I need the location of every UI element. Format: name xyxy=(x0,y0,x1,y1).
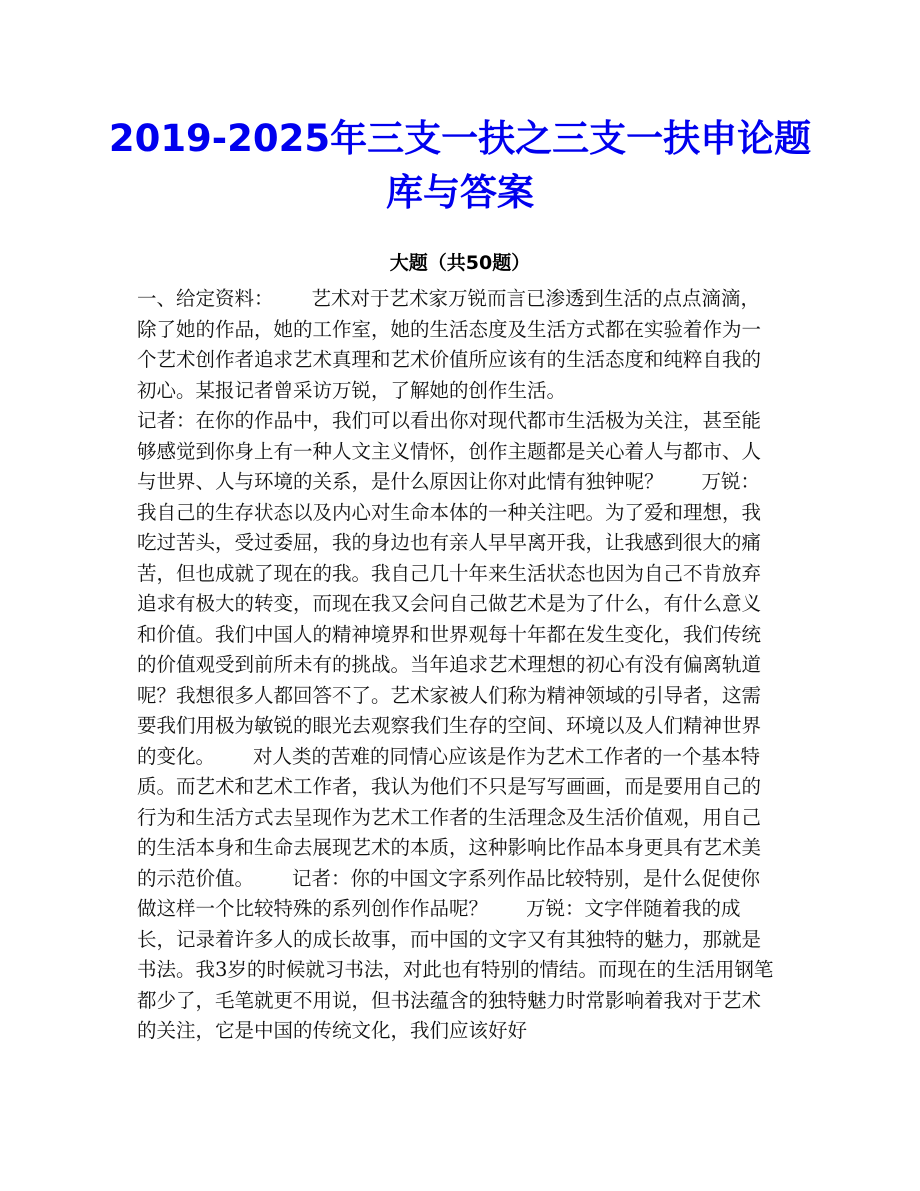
paragraph-materials xyxy=(137,284,777,406)
text-segment: 一、给定资料： xyxy=(137,287,274,310)
text-segment: 记者：在你的作品中，我们可以看出你对现代都市生活极为关注，甚至能够感觉到你身上有一种人文主义情怀，创作主题都是关心着人与都市、人与世界、人与环境的关系，是什么原因让你对此情有独钟呢？ xyxy=(137,409,762,493)
text-segment: 万锐：我自己的生存状态以及内心对生命本体的一种关注吧。为了爱和理想，我吃过苦头，受过委屈，我的身边也有亲人早早离开我，让我感到很大的痛苦，但也成就了现在的我。我自己几十年来生活状态也因为自己不肯放弃追求有极大的转变，而现在我又会问自己做艺术是为了什么，有什么意义和价值。我们中国人的精神境界和世界观每十年都在发生变化，我们传统的价值观受到前所未有的挑战。当年追求艺术理想的初心有没有偏离轨道呢？我想很多人都回答不了。艺术家被人们称为精神领域的引导者，这需要我们用极为敏锐的眼光去观察我们生存的空间、环境以及人们精神世界的变化。 xyxy=(137,470,762,768)
document-title: 2019-2025年三支一扶之三支一扶申论题库与答案 xyxy=(108,117,812,214)
text-segment: 对人类的苦难的同情心应该是作为艺术工作者的一个基本特质。而艺术和艺术工作者，我认为他们不只是写写画画，而是要用自己的行为和生活方式去呈现作为艺术工作者的生活理念及生活价值观，用自己的生活本身和生命去展现艺术的本质，这种影响比作品本身更具有艺术美的示范价值。 xyxy=(137,744,762,890)
section-heading: 大题（共50题） xyxy=(389,252,531,274)
document-body xyxy=(137,284,777,1047)
text-segment: 艺术对于艺术家万锐而言已渗透到生活的点点滴滴，除了她的作品，她的工作室，她的生活态度及生活方式都在实验着作为一个艺术创作者追求艺术真理和艺术价值所应该有的生活态度和纯粹自我的初心。某报记者曾采访万锐，了解她的创作生活。 xyxy=(137,287,762,402)
text-segment: 记者：你的中国文字系列作品比较特别，是什么促使你做这样一个比较特殊的系列创作作品呢？ xyxy=(137,866,761,920)
text-segment: 万锐：文字伴随着我的成长，记录着许多人的成长故事，而中国的文字又有其独特的魅力，那就是书法。我3岁的时候就习书法，对此也有特别的情结。而现在的生活用钢笔都少了，毛笔就更不用说，但书法蕴含的独特魅力时常影响着我对于艺术的关注，它是中国的传统文化，我们应该好好 xyxy=(137,897,774,1042)
paragraph-interview xyxy=(137,406,777,1047)
